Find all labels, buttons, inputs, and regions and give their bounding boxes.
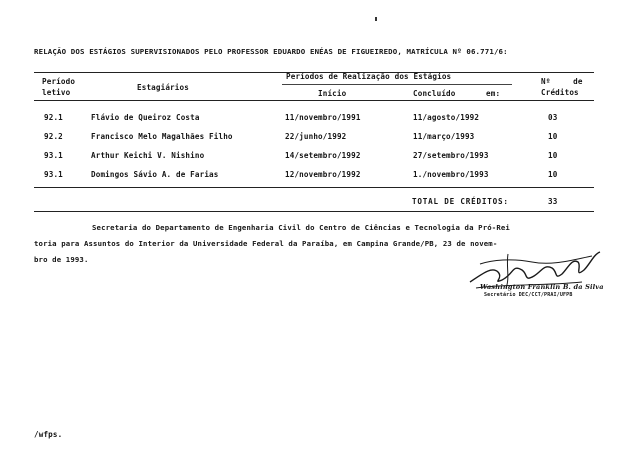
row-creditos: 10 [548,151,558,160]
header-periodos-realizacao: Períodos de Realização dos Estágios [286,72,452,81]
row-creditos: 10 [548,170,558,179]
header-creditos-line1: Nº de [541,77,583,86]
header-estagiarios: Estagiários [137,83,189,92]
header-inicio: Início [318,89,347,98]
header-creditos-line2: Créditos [541,88,579,97]
footer-initials: /wfps. [34,430,63,439]
row-estagiario: Flávio de Queiroz Costa [91,113,200,122]
row-creditos: 03 [548,113,558,122]
signature-role: Secretário DEC/CCT/PRAI/UFPB [484,292,573,298]
row-estagiario: Francisco Melo Magalhães Filho [91,132,233,141]
header-sub-rule [282,84,512,85]
row-concluido: 11/agosto/1992 [413,113,480,122]
row-inicio: 12/novembro/1992 [285,170,361,179]
row-inicio: 22/junho/1992 [285,132,347,141]
row-inicio: 14/setembro/1992 [285,151,361,160]
header-concluido: Concluído [413,89,456,98]
header-periodo-line1: Período [42,77,76,86]
row-periodo: 92.1 [44,113,63,122]
row-creditos: 10 [548,132,558,141]
header-bottom-rule [34,100,594,101]
closing-line-3: bro de 1993. [34,255,89,264]
table-bottom-rule [34,211,594,212]
header-em: em: [486,89,501,98]
total-value: 33 [548,197,558,206]
row-concluido: 1./novembro/1993 [413,170,489,179]
signature-name: Washington Franklin B. da Silva [480,283,604,291]
scan-speck [375,17,377,21]
row-estagiario: Arthur Keichi V. Nishino [91,151,205,160]
rows-bottom-rule [34,187,594,188]
row-periodo: 92.2 [44,132,63,141]
row-inicio: 11/novembro/1991 [285,113,361,122]
row-concluido: 11/março/1993 [413,132,475,141]
row-estagiario: Domingos Sávio A. de Farias [91,170,219,179]
header-periodo-line2: letivo [42,88,71,97]
row-concluido: 27/setembro/1993 [413,151,489,160]
closing-line-1: Secretaria do Departamento de Engenharia Civil do Centro de Ciências e Tecnologia da Pró-Rei [92,223,510,232]
total-label: TOTAL DE CRÉDITOS: [412,197,509,206]
row-periodo: 93.1 [44,151,63,160]
closing-line-2: toria para Assuntos do Interior da Universidade Federal da Paraíba, em Campina Grande/PB, 23 de novem- [34,239,498,248]
document-title: RELAÇÃO DOS ESTÁGIOS SUPERVISIONADOS PELO PROFESSOR EDUARDO ENÉAS DE FIGUEIREDO, MATRÍCULA Nº 06.771/6: [34,47,508,56]
row-periodo: 93.1 [44,170,63,179]
